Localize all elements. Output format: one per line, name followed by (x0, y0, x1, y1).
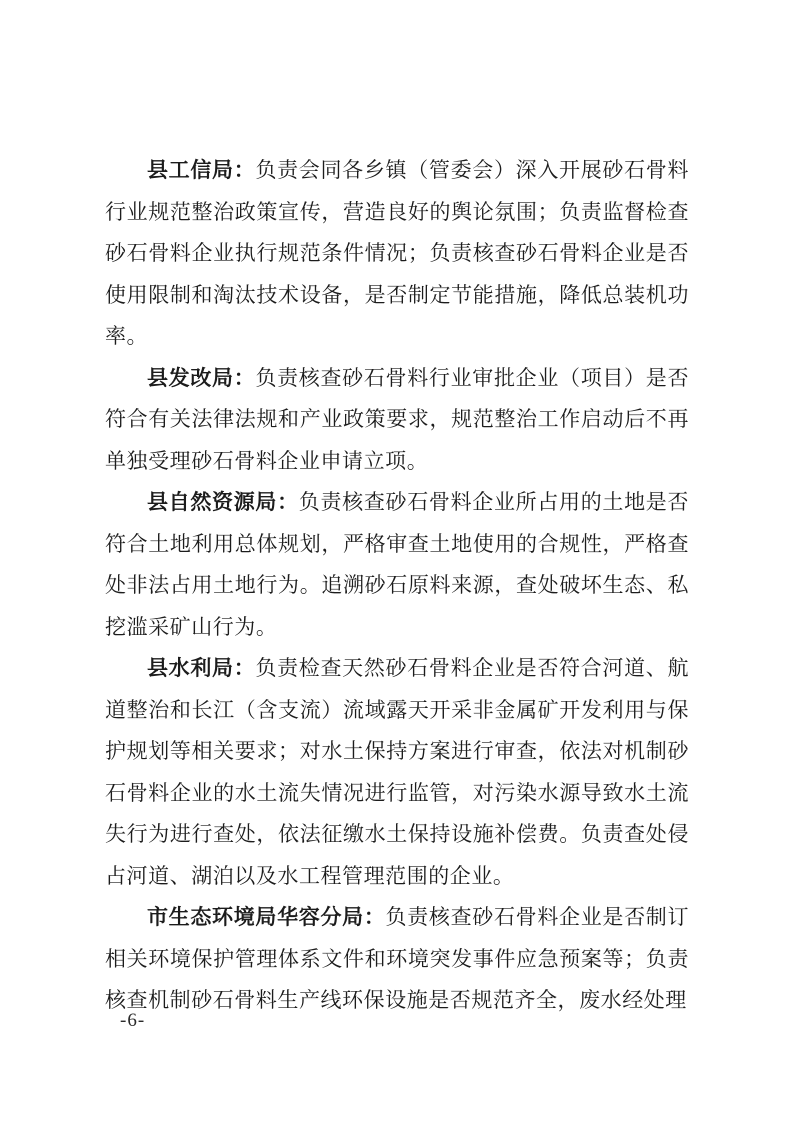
paragraph-text: 负责核查砂石骨料企业所占用的土地是否符合土地利用总体规划，严格审查土地使用的合规性，严格查处非法占用土地行为。追溯砂石原料来源，查处破坏生态、私挖滥采矿山行为。 (105, 490, 689, 639)
paragraph-fagai-bureau (105, 358, 689, 483)
paragraph-text: 负责核查砂石骨料企业是否制订相关环境保护管理体系文件和环境突发事件应急预案等；负责核查机制砂石骨料生产线环保设施是否规范齐全，废水经处理 (105, 905, 689, 1012)
paragraph-label: 市生态环境局华容分局： (147, 905, 386, 929)
paragraph-water-bureau (105, 648, 689, 897)
paragraph-label: 县水利局： (147, 656, 256, 680)
page-number: -6- (120, 1010, 146, 1031)
paragraph-natural-resources-bureau (105, 482, 689, 648)
paragraph-label: 县发改局： (147, 365, 256, 390)
paragraph-gongxin-bureau (105, 150, 689, 358)
document-body (105, 150, 689, 1022)
paragraph-text: 负责会同各乡镇（管委会）深入开展砂石骨料行业规范整治政策宣传，营造良好的舆论氛围；负责监督检查砂石骨料企业执行规范条件情况；负责核查砂石骨料企业是否使用限制和淘汰技术设备，是否制定节能措施，降低总装机功率。 (105, 158, 690, 348)
paragraph-text: 负责检查天然砂石骨料企业是否符合河道、航道整治和长江（含支流）流域露天开采非金属矿开发利用与保护规划等相关要求；对水土保持方案进行审查，依法对机制砂石骨料企业的水土流失情况进行监管，对污染水源导致水土流失行为进行查处，依法征缴水土保持设施补偿费。负责查处侵占河道、湖泊以及水工程管理范围的企业。 (105, 656, 690, 888)
paragraph-label: 县工信局： (147, 158, 256, 182)
paragraph-text: 负责核查砂石骨料行业审批企业（项目）是否符合有关法律法规和产业政策要求，规范整治工作启动后不再单独受理砂石骨料企业申请立项。 (105, 365, 690, 473)
paragraph-ecology-environment-bureau (105, 897, 689, 1022)
paragraph-label: 县自然资源局： (147, 490, 299, 514)
